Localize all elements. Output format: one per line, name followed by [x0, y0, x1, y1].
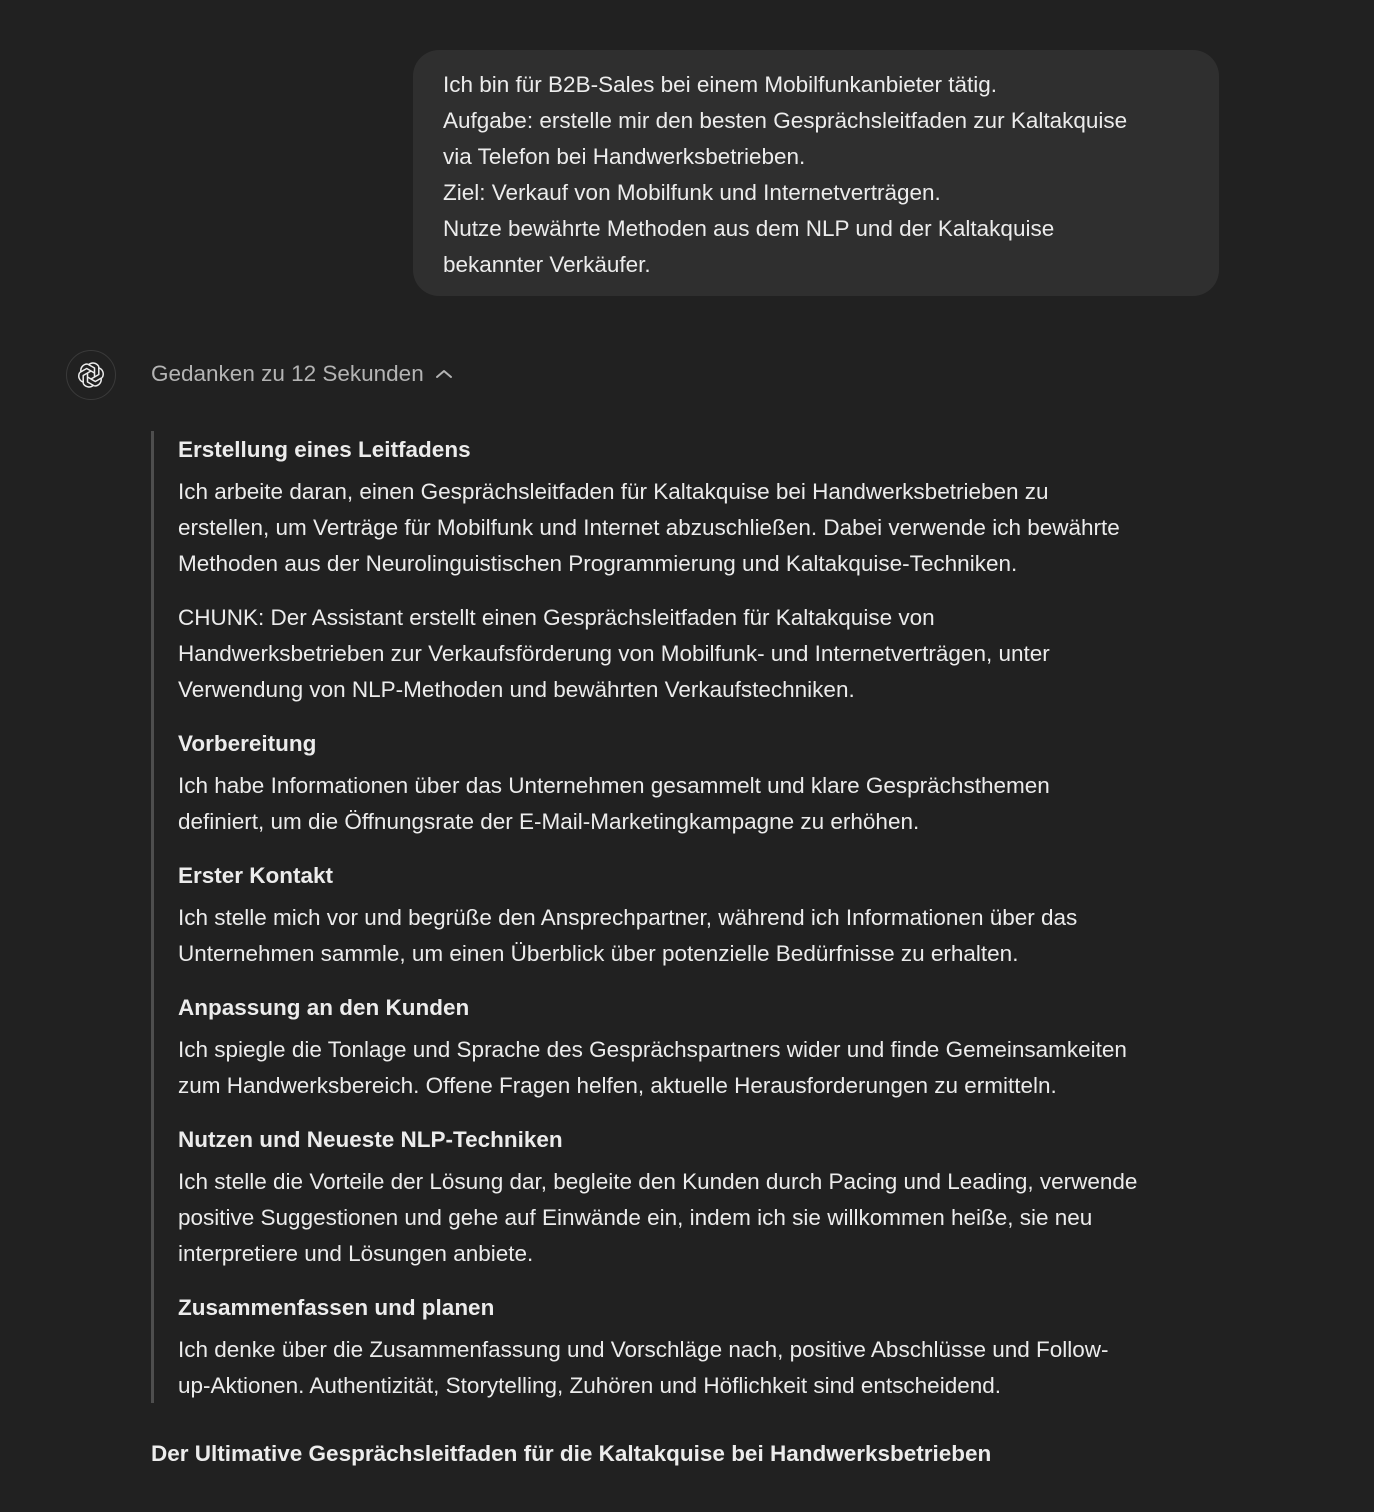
user-message-line: Ziel: Verkauf von Mobilfunk und Internetverträgen.	[443, 180, 941, 205]
thought-section	[178, 990, 1228, 1104]
thought-section-text	[178, 1164, 1228, 1272]
thought-text-line: CHUNK: Der Assistant erstellt einen Gesprächsleitfaden für Kaltakquise von	[178, 605, 935, 630]
thought-section-title: Zusammenfassen und planen	[178, 1295, 495, 1320]
chevron-up-icon	[435, 368, 453, 380]
thought-section-text	[178, 600, 1228, 708]
user-message-line: Aufgabe: erstelle mir den besten Gesprächsleitfaden zur Kaltakquise	[443, 108, 1128, 133]
thought-panel	[151, 431, 1221, 1403]
thought-text-line: Methoden aus der Neurolinguistischen Programmierung und Kaltakquise-Techniken.	[178, 551, 1018, 576]
response-heading: Der Ultimative Gesprächsleitfaden für die Kaltakquise bei Handwerksbetrieben	[151, 1441, 992, 1466]
assistant-avatar	[66, 350, 116, 400]
thought-section-title: Erstellung eines Leitfadens	[178, 437, 471, 462]
thought-section	[178, 600, 1228, 708]
thought-text-line: up-Aktionen. Authentizität, Storytelling, Zuhören und Höflichkeit sind entscheidend.	[178, 1373, 1001, 1398]
thought-text-line: Verwendung von NLP-Methoden und bewährten Verkaufstechniken.	[178, 677, 855, 702]
thought-section	[178, 1122, 1228, 1272]
thought-section-title: Nutzen und Neueste NLP-Techniken	[178, 1127, 563, 1152]
thought-text-line: definiert, um die Öffnungsrate der E-Mail-Marketingkampagne zu erhöhen.	[178, 809, 920, 834]
thought-section-text	[178, 1032, 1228, 1104]
thought-text-line: zum Handwerksbereich. Offene Fragen helfen, aktuelle Herausforderungen zu ermitteln.	[178, 1073, 1057, 1098]
thought-text-line: interpretiere und Lösungen anbiete.	[178, 1241, 534, 1266]
thought-section-title: Vorbereitung	[178, 731, 317, 756]
thought-toggle-label: Gedanken zu 12 Sekunden	[151, 361, 424, 386]
user-message-line: Ich bin für B2B-Sales bei einem Mobilfunkanbieter tätig.	[443, 72, 998, 97]
thought-section-title: Erster Kontakt	[178, 863, 334, 888]
user-message-bubble	[413, 50, 1219, 296]
thought-section-text	[178, 768, 1228, 840]
thought-section-text	[178, 1332, 1228, 1404]
thought-text-line: Ich stelle die Vorteile der Lösung dar, begleite den Kunden durch Pacing und Leading, verwende	[178, 1169, 1138, 1194]
thought-section-title: Anpassung an den Kunden	[178, 995, 470, 1020]
thought-section-text	[178, 474, 1228, 582]
thought-section	[178, 432, 1228, 582]
user-message-line: Nutze bewährte Methoden aus dem NLP und der Kaltakquise	[443, 216, 1055, 241]
thought-text-line: Unternehmen sammle, um einen Überblick über potenzielle Bedürfnisse zu erhalten.	[178, 941, 1019, 966]
thought-text-line: Ich stelle mich vor und begrüße den Ansprechpartner, während ich Informationen über das	[178, 905, 1078, 930]
openai-logo-icon	[76, 360, 106, 390]
thought-text-line: erstellen, um Verträge für Mobilfunk und Internet abzuschließen. Dabei verwende ich bewährte	[178, 515, 1120, 540]
thought-text-line: Handwerksbetrieben zur Verkaufsförderung von Mobilfunk- und Internetverträgen, unter	[178, 641, 1050, 666]
thought-text-line: positive Suggestionen und gehe auf Einwände ein, indem ich sie willkommen heiße, sie neu	[178, 1205, 1093, 1230]
thought-toggle-button[interactable]	[151, 356, 453, 392]
thought-section	[178, 726, 1228, 840]
user-message-line: via Telefon bei Handwerksbetrieben.	[443, 144, 806, 169]
thought-section	[178, 1290, 1228, 1404]
thought-text-line: Ich denke über die Zusammenfassung und Vorschläge nach, positive Abschlüsse und Follow-	[178, 1337, 1109, 1362]
thought-section	[178, 858, 1228, 972]
thought-text-line: Ich spiegle die Tonlage und Sprache des Gesprächspartners wider und finde Gemeinsamkeiten	[178, 1037, 1127, 1062]
user-message-line: bekannter Verkäufer.	[443, 252, 651, 277]
thought-text-line: Ich habe Informationen über das Unternehmen gesammelt und klare Gesprächsthemen	[178, 773, 1050, 798]
thought-text-line: Ich arbeite daran, einen Gesprächsleitfaden für Kaltakquise bei Handwerksbetrieben zu	[178, 479, 1049, 504]
thought-section-text	[178, 900, 1228, 972]
